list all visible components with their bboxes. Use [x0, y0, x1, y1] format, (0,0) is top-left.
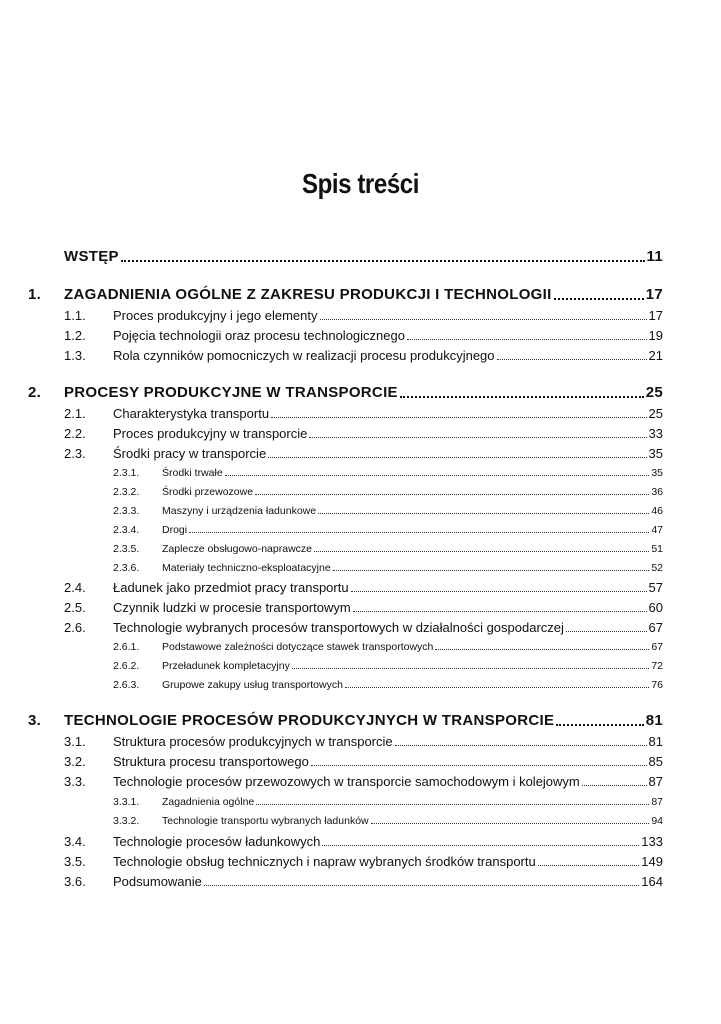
toc-entry-body: [113, 580, 663, 595]
toc-entry-number: 3.5.: [64, 854, 86, 869]
toc-entry-label: Drogi: [162, 524, 188, 536]
toc-entry-number: 2.2.: [64, 426, 86, 441]
toc-entry-page: 67: [651, 641, 663, 653]
toc-entry-page: 133: [641, 834, 663, 849]
toc-entry-page: 81: [648, 734, 663, 749]
toc-entry-number: 3.3.2.: [113, 815, 140, 827]
toc-entry-body: [113, 754, 663, 769]
toc-dot-leader: [292, 668, 649, 669]
toc-entry-label: Czynnik ludzki w procesie transportowym: [113, 600, 351, 615]
toc-entry-body: [162, 543, 663, 555]
toc-entry-label: Środki przewozowe: [162, 486, 254, 498]
toc-entry-label: PROCESY PRODUKCYJNE W TRANSPORCIE: [64, 384, 398, 401]
toc-entry-body: [64, 248, 663, 265]
toc-entry-label: Zaplecze obsługowo-naprawcze: [162, 543, 312, 555]
toc-entry-number: 3.6.: [64, 874, 86, 889]
toc-entry-number: 2.6.3.: [113, 679, 140, 691]
toc-entry-body: [113, 446, 663, 461]
toc-entry-label: Technologie procesów przewozowych w transporcie samochodowym i kolejowym: [113, 774, 580, 789]
toc-entry-number: 2.3.2.: [113, 486, 140, 498]
toc-entry-label: Struktura procesu transportowego: [113, 754, 309, 769]
toc-entry-label: Środki pracy w transporcie: [113, 446, 267, 461]
toc-entry-body: [162, 641, 663, 653]
toc-dot-leader: [255, 494, 649, 495]
toc-entry-page: 67: [648, 620, 663, 635]
toc-entry-body: [113, 874, 663, 889]
toc-dot-leader: [538, 865, 640, 866]
toc-entry-page: 81: [645, 712, 663, 729]
toc-dot-leader: [121, 260, 645, 262]
toc-entry-label: Zagadnienia ogólne: [162, 796, 255, 808]
toc-dot-leader: [435, 649, 649, 650]
toc-entry-number: 3.2.: [64, 754, 86, 769]
toc-entry-body: [113, 348, 663, 363]
toc-entry-body: [162, 486, 663, 498]
toc-entry-body: [162, 524, 663, 536]
toc-entry-body: [113, 328, 663, 343]
toc-entry-page: 21: [648, 348, 663, 363]
toc-entry-body: [113, 734, 663, 749]
toc-entry-label: Podstawowe zależności dotyczące stawek transportowych: [162, 641, 434, 653]
toc-entry-number: 1.: [28, 286, 42, 303]
toc-entry-page: 52: [651, 562, 663, 574]
toc-entry-number: 3.: [28, 712, 42, 729]
toc-dot-leader: [318, 513, 649, 514]
toc-entry-label: WSTĘP: [64, 248, 119, 265]
toc-entry-label: Przeładunek kompletacyjny: [162, 660, 290, 672]
toc-entry-label: Grupowe zakupy usług transportowych: [162, 679, 343, 691]
toc-entry-page: 25: [648, 406, 663, 421]
toc-dot-leader: [345, 687, 649, 688]
toc-entry-label: Maszyny i urządzenia ładunkowe: [162, 505, 317, 517]
toc-entry-number: 2.3.3.: [113, 505, 140, 517]
toc-entry-body: [113, 600, 663, 615]
toc-entry-body: [162, 660, 663, 672]
toc-dot-leader: [311, 765, 647, 766]
toc-entry-body: [162, 815, 663, 827]
toc-entry-page: 17: [645, 286, 663, 303]
toc-entry-label: Technologie procesów ładunkowych: [113, 834, 321, 849]
toc-entry-label: Proces produkcyjny w transporcie: [113, 426, 308, 441]
toc-entry-label: Technologie transportu wybranych ładunków: [162, 815, 369, 827]
toc-dot-leader: [351, 591, 647, 592]
toc-entry-number: 2.: [28, 384, 42, 401]
toc-entry-body: [64, 286, 663, 303]
toc-entry-body: [113, 308, 663, 323]
toc-dot-leader: [400, 396, 644, 398]
toc-dot-leader: [497, 359, 647, 360]
toc-dot-leader: [268, 457, 646, 458]
toc-dot-leader: [556, 724, 643, 726]
toc-entry-body: [113, 426, 663, 441]
toc-entry-number: 2.6.1.: [113, 641, 140, 653]
toc-entry-body: [113, 834, 663, 849]
toc-entry-body: [162, 562, 663, 574]
toc-entry-page: 19: [648, 328, 663, 343]
toc-dot-leader: [204, 885, 639, 886]
toc-entry-page: 36: [651, 486, 663, 498]
toc-entry-number: 2.4.: [64, 580, 86, 595]
toc-entry-label: Charakterystyka transportu: [113, 406, 270, 421]
toc-entry-number: 2.6.2.: [113, 660, 140, 672]
toc-entry-label: Podsumowanie: [113, 874, 202, 889]
toc-entry-page: 60: [648, 600, 663, 615]
toc-entry-number: 2.6.: [64, 620, 86, 635]
toc-dot-leader: [566, 631, 647, 632]
toc-dot-leader: [320, 319, 647, 320]
toc-entry-number: 2.3.4.: [113, 524, 140, 536]
toc-dot-leader: [333, 570, 650, 571]
toc-entry-page: 46: [651, 505, 663, 517]
toc-entry-label: TECHNOLOGIE PROCESÓW PRODUKCYJNYCH W TRANSPORCIE: [64, 712, 555, 729]
toc-entry-page: 87: [648, 774, 663, 789]
toc-entry-page: 76: [651, 679, 663, 691]
toc-dot-leader: [256, 804, 649, 805]
toc-entry-page: 47: [651, 524, 663, 536]
toc-dot-leader: [271, 417, 646, 418]
toc-entry-page: 94: [651, 815, 663, 827]
toc-entry-number: 3.1.: [64, 734, 86, 749]
toc-dot-leader: [189, 532, 649, 533]
toc-entry-label: Technologie obsług technicznych i napraw wybranych środków transportu: [113, 854, 536, 869]
toc-entry-body: [162, 796, 663, 808]
toc-dot-leader: [554, 298, 644, 300]
toc-dot-leader: [395, 745, 647, 746]
toc-entry-page: 17: [648, 308, 663, 323]
toc-entry-page: 149: [641, 854, 663, 869]
toc-entry-number: 2.3.5.: [113, 543, 140, 555]
toc-dot-leader: [582, 785, 647, 786]
toc-entry-body: [113, 620, 663, 635]
toc-entry-page: 51: [651, 543, 663, 555]
toc-entry-page: 72: [651, 660, 663, 672]
toc-dot-leader: [309, 437, 646, 438]
toc-entry-label: Technologie wybranych procesów transportowych w działalności gospodarczej: [113, 620, 564, 635]
toc-entry-body: [64, 384, 663, 401]
toc-entry-label: ZAGADNIENIA OGÓLNE Z ZAKRESU PRODUKCJI I TECHNOLOGII: [64, 286, 552, 303]
toc-dot-leader: [314, 551, 649, 552]
toc-dot-leader: [225, 475, 650, 476]
toc-entry-label: Ładunek jako przedmiot pracy transportu: [113, 580, 349, 595]
toc-entry-number: 2.5.: [64, 600, 86, 615]
toc-entry-number: 1.3.: [64, 348, 86, 363]
toc-dot-leader: [322, 845, 639, 846]
toc-dot-leader: [371, 823, 650, 824]
toc-entry-number: 3.3.: [64, 774, 86, 789]
toc-entry-label: Środki trwałe: [162, 467, 223, 479]
toc-entry-number: 1.1.: [64, 308, 86, 323]
page-title: Spis treści: [301, 168, 420, 199]
toc-entry-page: 57: [648, 580, 663, 595]
toc-entry-body: [162, 505, 663, 517]
toc-entry-label: Struktura procesów produkcyjnych w transporcie: [113, 734, 393, 749]
toc-entry-label: Pojęcia technologii oraz procesu technologicznego: [113, 328, 405, 343]
toc-entry-page: 11: [646, 248, 663, 265]
toc-dot-leader: [407, 339, 647, 340]
toc-entry-body: [113, 774, 663, 789]
toc-entry-label: Materiały techniczno-eksploatacyjne: [162, 562, 331, 574]
toc-entry-number: 2.1.: [64, 406, 86, 421]
toc-entry-page: 35: [651, 467, 663, 479]
toc-entry-number: 3.3.1.: [113, 796, 140, 808]
toc-entry-page: 35: [648, 446, 663, 461]
toc-entry-page: 25: [645, 384, 663, 401]
toc-entry-page: 87: [651, 796, 663, 808]
toc-entry-number: 3.4.: [64, 834, 86, 849]
toc-entry-body: [113, 406, 663, 421]
toc-entry-number: 2.3.6.: [113, 562, 140, 574]
toc-entry-body: [113, 854, 663, 869]
toc-entry-label: Rola czynników pomocniczych w realizacji procesu produkcyjnego: [113, 348, 495, 363]
toc-entry-body: [162, 467, 663, 479]
toc-entry-body: [162, 679, 663, 691]
toc-entry-page: 164: [641, 874, 663, 889]
toc-dot-leader: [353, 611, 647, 612]
toc-entry-label: Proces produkcyjny i jego elementy: [113, 308, 318, 323]
toc-entry-number: 1.2.: [64, 328, 86, 343]
toc-entry-page: 33: [648, 426, 663, 441]
toc-entry-number: 2.3.1.: [113, 467, 140, 479]
toc-entry-page: 85: [648, 754, 663, 769]
toc-entry-body: [64, 712, 663, 729]
toc-entry-number: 2.3.: [64, 446, 86, 461]
